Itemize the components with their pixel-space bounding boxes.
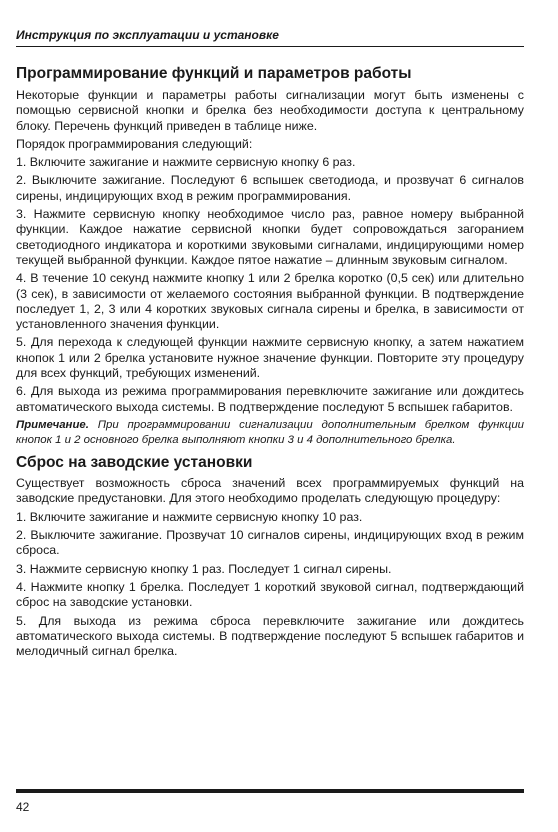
programming-intro: Некоторые функции и параметры работы сигнализации могут быть изменены с помощью сервисной кнопки и брелка без необходимости доступа к центральному блоку. Перечень функций приведен в таблице ниже.	[16, 88, 524, 133]
programming-step: 5. Для перехода к следующей функции нажмите сервисную кнопку, а затем нажатием кнопок 1 или 2 брелка установите нужное значение функции. Повторите эту процедуру для всех функций, требующих изменений.	[16, 335, 524, 381]
reset-step: 3. Нажмите сервисную кнопку 1 раз. Последует 1 сигнал сирены.	[16, 561, 392, 576]
page-number: 42	[16, 800, 30, 814]
programming-step: 3. Нажмите сервисную кнопку необходимое число раз, равное номеру выбранной функции. Каждое нажатие сервисной кнопки будет сопровождаться загоранием светодиодного индикатора и короткими звуковыми сигналами, индицирующими номер текущей выбранной функции. Каждое пятое нажатие – длинным звуковым сигналом.	[16, 207, 524, 267]
section-heading-programming: Программирование функций и параметров работы	[16, 65, 412, 82]
programming-step: 4. В течение 10 секунд нажмите кнопку 1 или 2 брелка коротко (0,5 сек) или длительно (3 сек), в зависимости от желаемого состояния выбранной функции. В подтверждение последует 1, 2, 3 или 4 коротких звуковых сигнала сирены и брелка, в зависимости от установленного значения функции.	[16, 271, 524, 332]
programming-step: 1. Включите зажигание и нажмите сервисную кнопку 6 раз.	[16, 155, 356, 170]
programming-note	[16, 418, 524, 447]
programming-step: 2. Выключите зажигание. Последуют 6 вспышек светодиода, и прозвучат 6 сигналов сирены, индицирующих вход в режим программирования.	[16, 173, 524, 203]
reset-step: 5. Для выхода из режима сброса перевключите зажигание или дождитесь автоматического выхода системы. В подтверждение последуют 5 вспышек габаритов и мелодичный сигнал брелка.	[16, 613, 524, 659]
reset-step: 4. Нажмите кнопку 1 брелка. Последует 1 короткий звуковой сигнал, подтверждающий сброс на заводские установки.	[16, 579, 524, 610]
running-header: Инструкция по эксплуатации и установке	[16, 28, 524, 47]
section-heading-reset: Сброс на заводские установки	[16, 454, 253, 472]
note-label: Примечание.	[16, 418, 89, 431]
note-text: При программировании сигнализации дополнительным брелком функции кнопок 1 и 2 основного брелка выполняют кнопки 3 и 4 дополнительного брелка.	[16, 418, 524, 446]
programming-order: Порядок программирования следующий:	[16, 136, 253, 151]
footer-divider	[16, 789, 524, 793]
page-content	[16, 64, 524, 662]
programming-step: 6. Для выхода из режима программирования перевключите зажигание или дождитесь автоматического выхода системы. В подтверждение последуют 5 вспышек габаритов.	[16, 384, 524, 414]
reset-step: 2. Выключите зажигание. Прозвучат 10 сигналов сирены, индицирующих вход в режим сброса.	[16, 528, 524, 558]
reset-step: 1. Включите зажигание и нажмите сервисную кнопку 10 раз.	[16, 509, 363, 524]
reset-intro: Существует возможность сброса значений всех программируемых функций на заводские предустановки. Для этого необходимо проделать следующую процедуру:	[16, 476, 524, 506]
